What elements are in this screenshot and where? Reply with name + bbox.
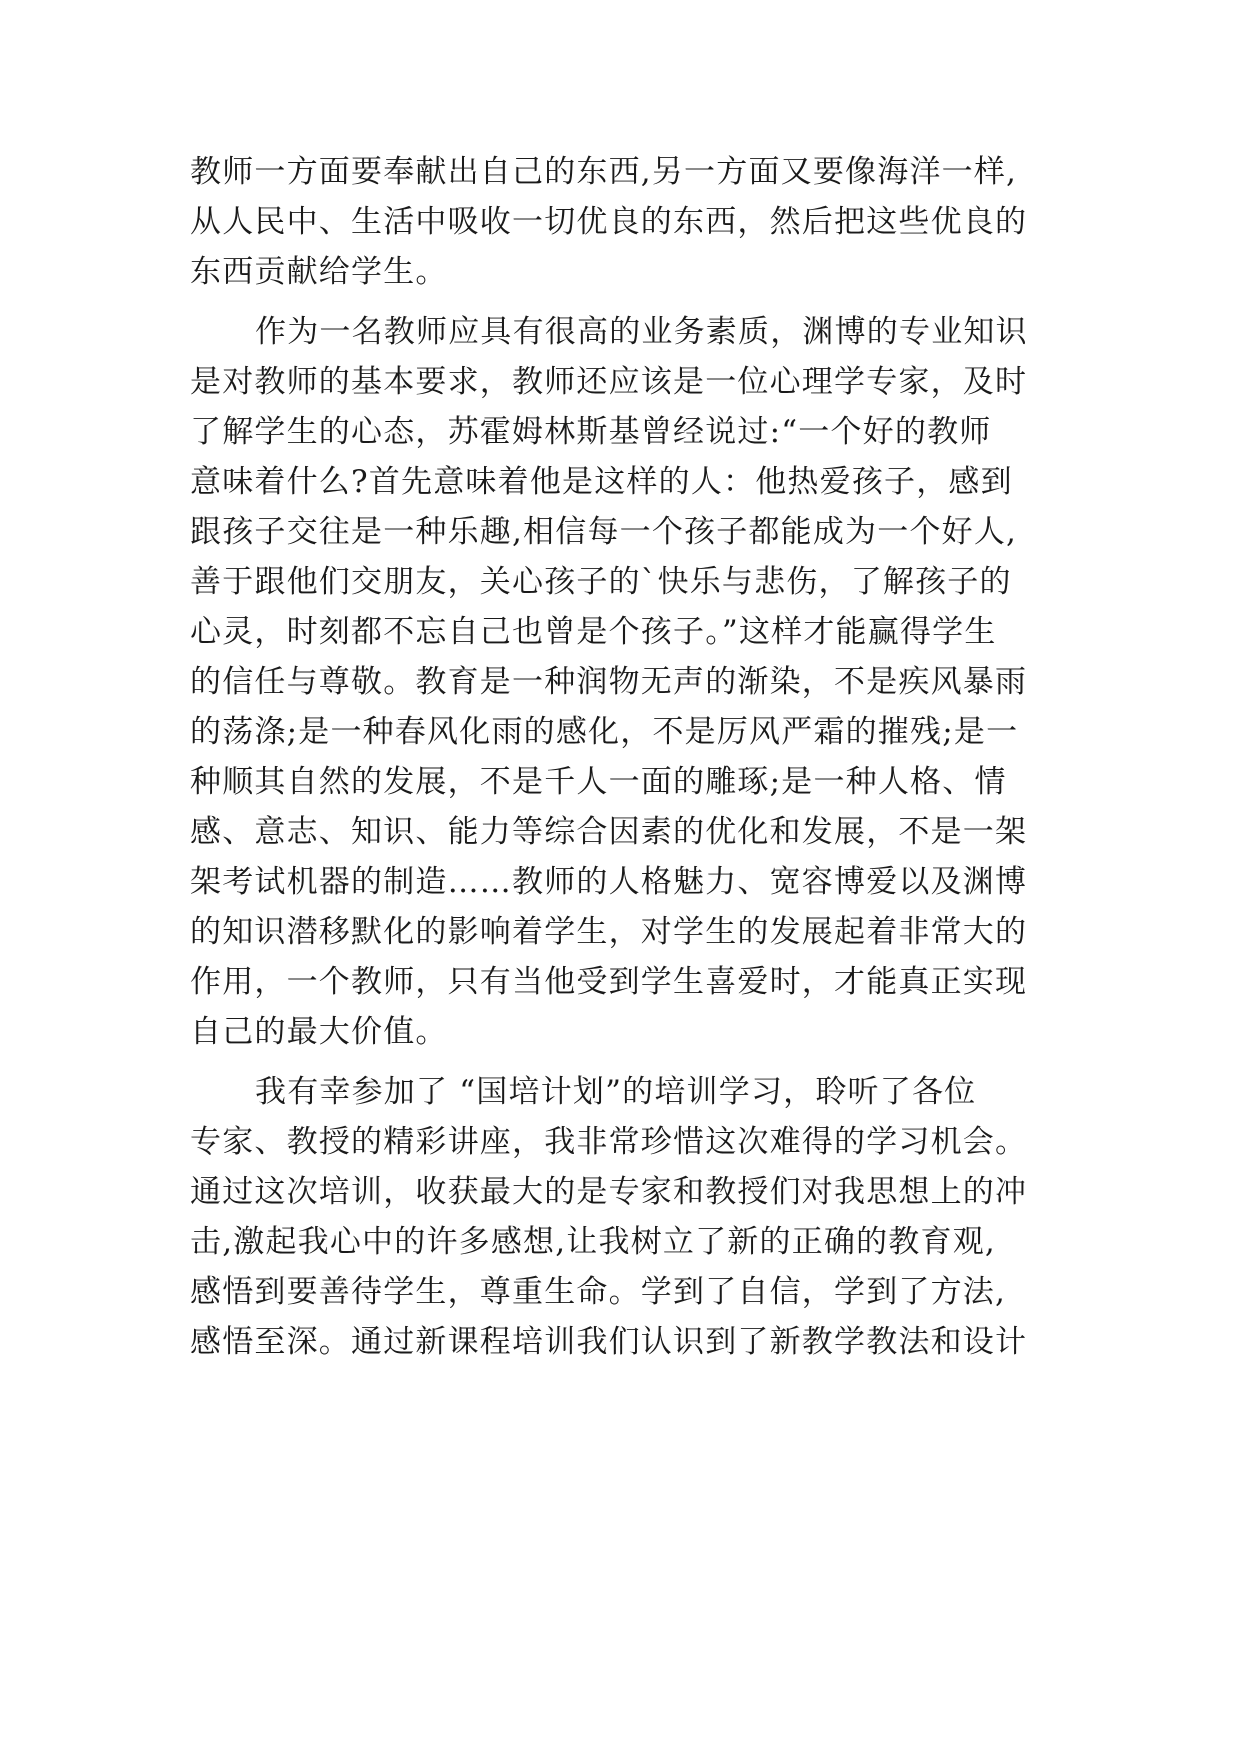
text-line: 通过这次培训，收获最大的是专家和教授们对我思想上的冲 bbox=[190, 1174, 1028, 1210]
text-line: 专家、教授的精彩讲座，我非常珍惜这次难得的学习机会。 bbox=[190, 1124, 1028, 1160]
text-line: 了解学生的心态，苏霍姆林斯基曾经说过:“一个好的教师 bbox=[190, 414, 992, 450]
text-line: 感悟至深。通过新课程培训我们认识到了新教学教法和设计 bbox=[190, 1324, 1028, 1360]
text-line: 是对教师的基本要求，教师还应该是一位心理学专家，及时 bbox=[190, 364, 1028, 400]
text-line: 作用，一个教师，只有当他受到学生喜爱时，才能真正实现 bbox=[190, 964, 1028, 1000]
text-line: 从人民中、生活中吸收一切优良的东西，然后把这些优良的 bbox=[190, 204, 1028, 240]
paragraph-first-line: 作为一名教师应具有很高的业务素质，渊博的专业知识 bbox=[255, 314, 1028, 350]
text-line: 东西贡献给学生。 bbox=[190, 254, 448, 290]
text-line: 善于跟他们交朋友，关心孩子的`快乐与悲伤，了解孩子的 bbox=[190, 564, 1012, 600]
text-line: 自己的最大价值。 bbox=[190, 1014, 448, 1050]
text-line: 的荡涤;是一种春风化雨的感化，不是厉风严霜的摧残;是一 bbox=[190, 714, 1019, 750]
text-line: 击,激起我心中的许多感想,让我树立了新的正确的教育观, bbox=[190, 1224, 996, 1260]
text-line: 的信任与尊敬。教育是一种润物无声的渐染，不是疾风暴雨 bbox=[190, 664, 1028, 700]
text-line: 教师一方面要奉献出自己的东西,另一方面又要像海洋一样, bbox=[190, 154, 1018, 190]
text-line: 的知识潜移默化的影响着学生，对学生的发展起着非常大的 bbox=[190, 914, 1028, 950]
text-line: 种顺其自然的发展，不是千人一面的雕琢;是一种人格、情 bbox=[190, 764, 1007, 800]
text-line: 跟孩子交往是一种乐趣,相信每一个孩子都能成为一个好人, bbox=[190, 514, 1018, 550]
text-line: 心灵，时刻都不忘自己也曾是个孩子。”这样才能赢得学生 bbox=[190, 614, 997, 650]
text-line: 感、意志、知识、能力等综合因素的优化和发展，不是一架 bbox=[190, 814, 1028, 850]
text-line: 意味着什么?首先意味着他是这样的人：他热爱孩子，感到 bbox=[190, 464, 1013, 500]
text-line: 架考试机器的制造……教师的人格魅力、宽容博爱以及渊博 bbox=[190, 864, 1028, 900]
text-line: 感悟到要善待学生，尊重生命。学到了自信，学到了方法, bbox=[190, 1274, 1007, 1310]
paragraph-first-line: 我有幸参加了 “国培计划”的培训学习，聆听了各位 bbox=[255, 1074, 977, 1110]
